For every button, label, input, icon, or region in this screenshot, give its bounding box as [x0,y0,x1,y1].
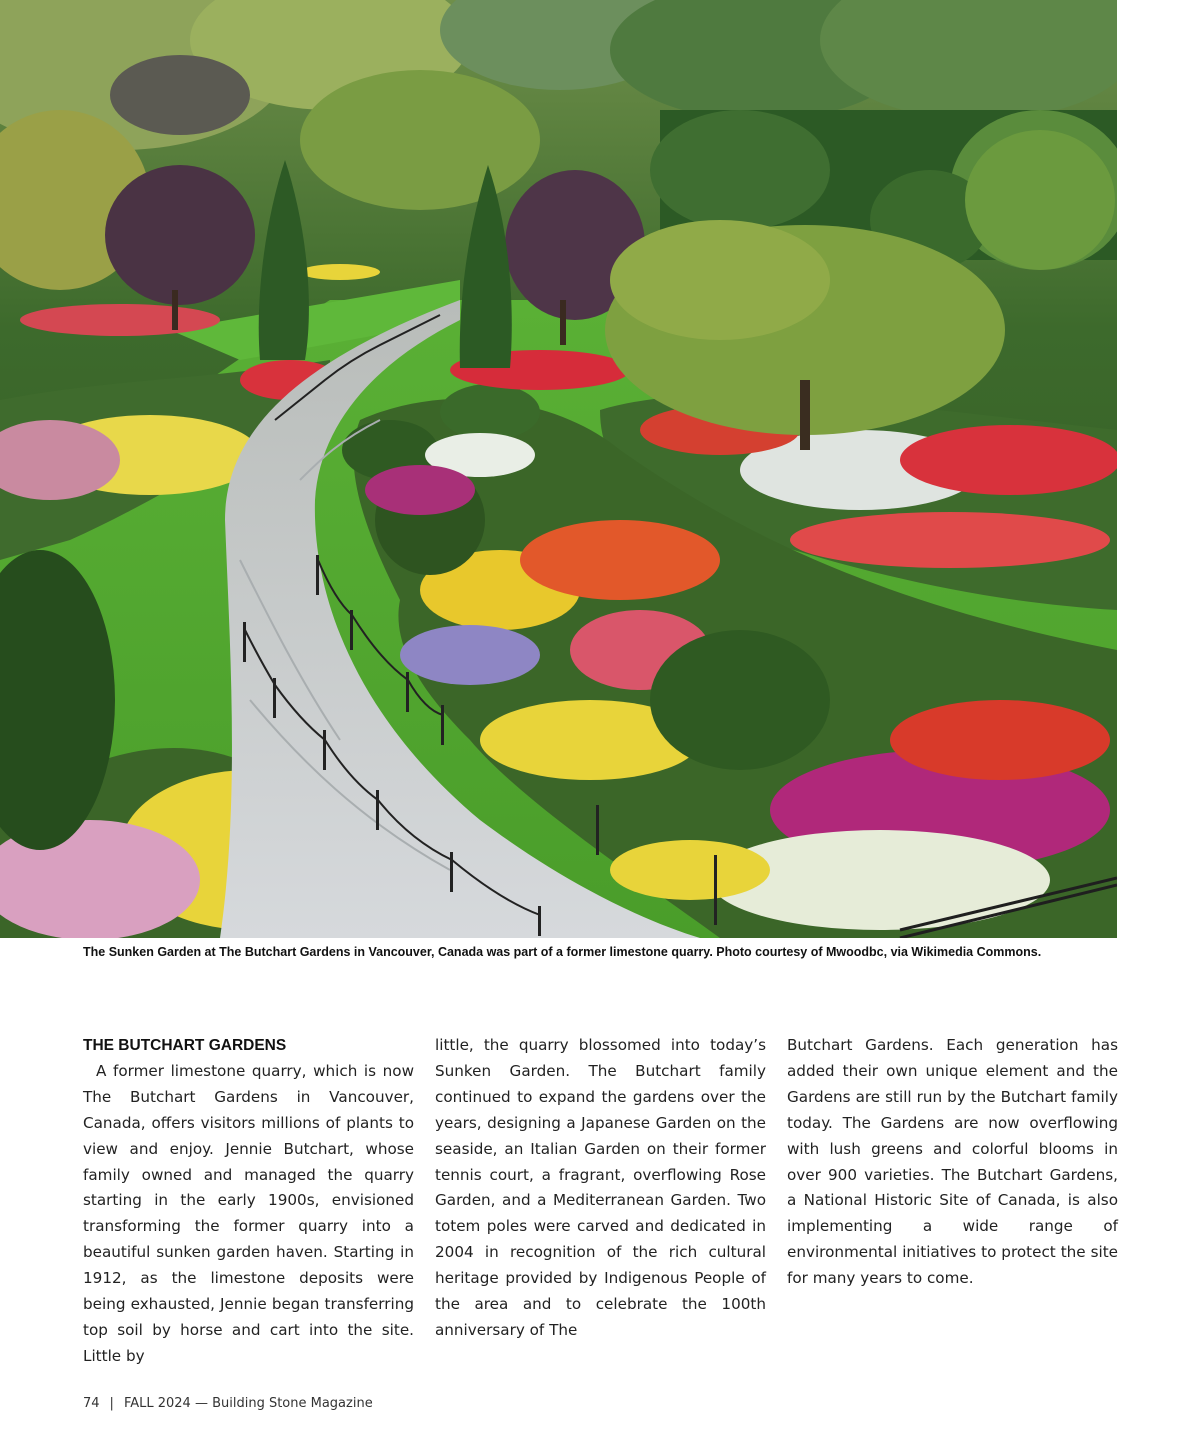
article-paragraph-3: Butchart Gardens. Each generation has added their own unique element and the Gardens are still run by the Butchart family today. The Gardens are now overflowing with lush greens and colorful blooms in over 900 varieties. The Butchart Gardens, a National Historic Site of Canada, is also implementing a wide range of environmental initiatives to protect the site for many years to come. [787,1036,1118,1288]
issue-label: FALL 2024 — Building Stone Magazine [123,1396,373,1411]
footer-separator: | [109,1396,114,1411]
article-column-3 [787,1033,1118,1292]
article-column-2 [435,1033,766,1344]
photo-caption: The Sunken Garden at The Butchart Gardens in Vancouver, Canada was part of a former limestone quarry. Photo courtesy of Mwoodbc, via Wikimedia Commons. [83,945,1042,959]
article-heading: THE BUTCHART GARDENS [83,1037,287,1054]
page-number: 74 [83,1396,100,1411]
article-paragraph-2: little, the quarry blossomed into today’s Sunken Garden. The Butchart family continued to expand the gardens over the years, designing a Japanese Garden on the seaside, an Italian Garden on their former tennis court, a fragrant, overflowing Rose Garden, and a Mediterranean Garden. Two totem poles were carved and dedicated in 2004 in recognition of the rich cultural heritage provided by Indigenous People of the area and to celebrate the 100th anniversary of The [435,1036,766,1339]
article-paragraph-1: A former limestone quarry, which is now The Butchart Gardens in Vancouver, Canada, offers visitors millions of plants to view and enjoy. Jennie Butchart, whose family owned and managed the quarry starting in the early 1900s, envisioned transforming the former quarry into a beautiful sunken garden haven. Starting in 1912, as the limestone deposits were being exhausted, Jennie began transferring top soil by horse and cart into the site. Little by [83,1061,414,1365]
page-footer [83,1396,373,1411]
article-column-1 [83,1033,414,1370]
